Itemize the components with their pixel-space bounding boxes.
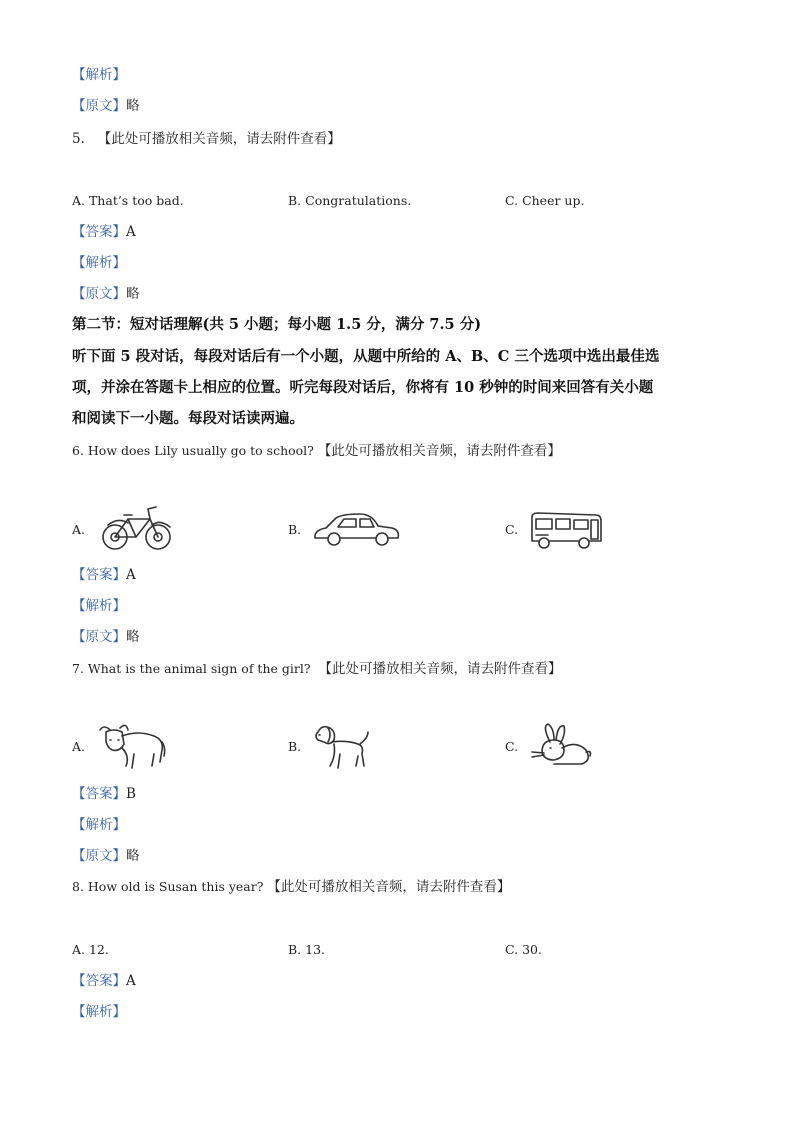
q5-answer: 【答案】A: [72, 224, 136, 240]
q8-option-c: C. 30.: [505, 942, 542, 957]
q6-option-a-label: A.: [72, 522, 86, 537]
q5-option-c: C. Cheer up.: [505, 193, 585, 208]
q7-option-a-label: A.: [72, 739, 86, 754]
section-2-title: 第二节：短对话理解(共 5 小题；每小题 1.5 分，满分 7.5 分): [72, 316, 482, 333]
q5-option-b: B. Congratulations.: [288, 193, 412, 208]
question-5: [72, 130, 341, 148]
q7-analysis: 【解析】: [72, 817, 126, 833]
analysis-label-q4: 【解析】: [72, 67, 126, 83]
q8-option-a: A. 12.: [72, 942, 109, 957]
bus-icon: [528, 511, 604, 551]
q6-option-c-label: C.: [505, 522, 519, 537]
q8-answer: 【答案】A: [72, 973, 136, 989]
audio-hint: 【此处可播放相关音频，请去附件查看】: [317, 443, 561, 459]
section-2-instructions-line-2: 项，并涂在答题卡上相应的位置。听完每段对话后，你将有 10 秒钟的时间来回答有关小题: [72, 379, 654, 396]
ox-icon: [96, 722, 168, 772]
q7-original: 【原文】略: [72, 848, 140, 864]
question-6: 6. How does Lily usually go to school? 【此处可播放相关音频，请去附件查看】: [72, 443, 561, 459]
q8-analysis: 【解析】: [72, 1004, 126, 1020]
original-line-q4: 【原文】略: [72, 98, 140, 114]
q6-option-b-label: B.: [288, 522, 302, 537]
audio-hint: 【此处可播放相关音频，请去附件查看】: [97, 131, 341, 147]
q7-option-c-label: C.: [505, 739, 519, 754]
q6-answer: 【答案】A: [72, 567, 136, 583]
q7-answer: 【答案】B: [72, 786, 136, 802]
q8-option-b: B. 13.: [288, 942, 326, 957]
q6-analysis: 【解析】: [72, 598, 126, 614]
q5-option-a: A. That’s too bad.: [72, 193, 184, 208]
dog-icon: [312, 722, 372, 772]
question-number: 5.: [72, 131, 85, 147]
bicycle-icon: [98, 503, 178, 553]
question-7: 7. What is the animal sign of the girl? 【此处可播放相关音频，请去附件查看】: [72, 661, 562, 677]
q5-analysis: 【解析】: [72, 255, 126, 271]
question-8: 8. How old is Susan this year? 【此处可播放相关音频，请去附件查看】: [72, 879, 511, 895]
audio-hint: 【此处可播放相关音频，请去附件查看】: [318, 661, 562, 677]
q6-original: 【原文】略: [72, 629, 140, 645]
rabbit-icon: [528, 722, 594, 772]
q5-original: 【原文】略: [72, 286, 140, 302]
audio-hint: 【此处可播放相关音频，请去附件查看】: [267, 879, 511, 895]
car-icon: [312, 510, 402, 550]
section-2-instructions-line-3: 和阅读下一小题。每段对话读两遍。: [72, 410, 304, 427]
section-2-instructions-line-1: 听下面 5 段对话，每段对话后有一个小题，从题中所给的 A、B、C 三个选项中选出最佳选: [72, 348, 660, 365]
q7-option-b-label: B.: [288, 739, 302, 754]
